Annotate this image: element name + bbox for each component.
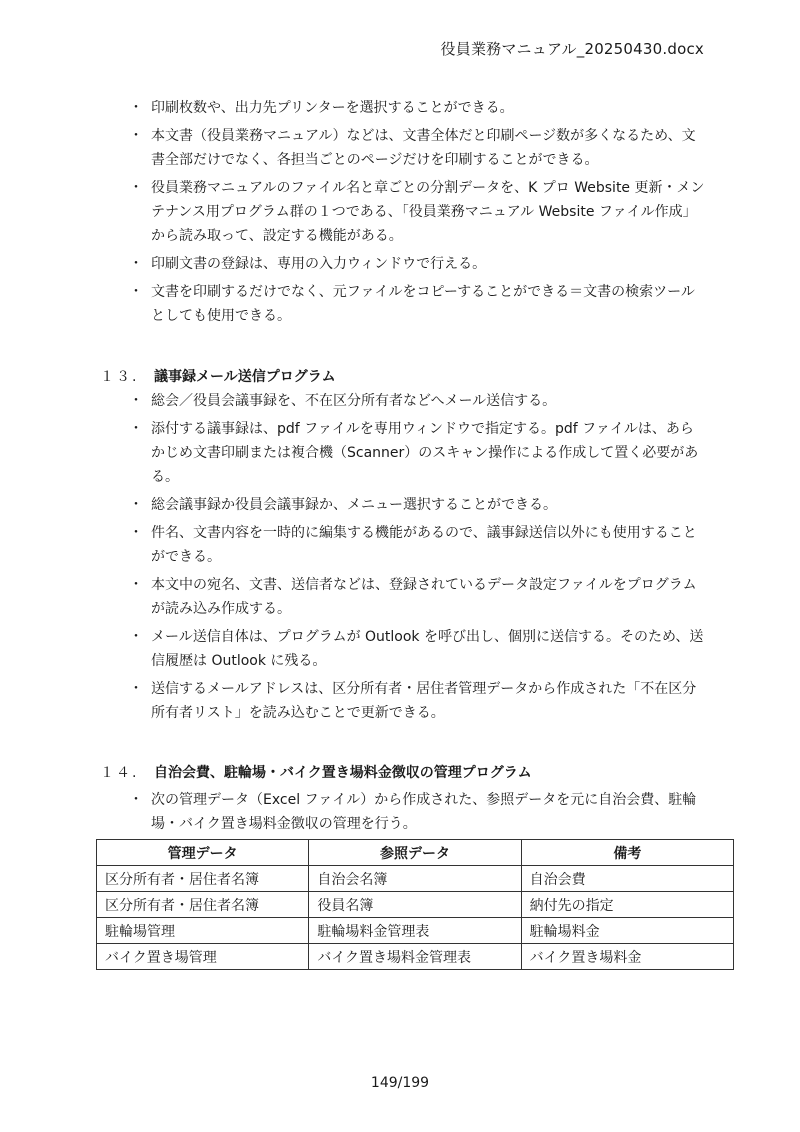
list-item [129, 625, 707, 673]
table-cell: 駐輪場料金管理表 [309, 918, 521, 944]
list-item [129, 124, 707, 172]
bullet-marker: ・ [129, 525, 143, 541]
bullet-text: 総会議事録か役員会議事録か、メニュー選択することができる。 [151, 497, 557, 513]
column-header: 管理データ [97, 840, 309, 866]
bullet-text: 次の管理データ（Excel ファイル）から作成された、参照データを元に自治会費、駐輪場・バイク置き場料金徴収の管理を行う。 [151, 792, 697, 832]
list-item [129, 389, 707, 413]
bullet-text: 印刷枚数や、出力先プリンターを選択することができる。 [151, 100, 514, 116]
column-header: 参照データ [309, 840, 521, 866]
bullet-text: 印刷文書の登録は、専用の入力ウィンドウで行える。 [151, 256, 487, 272]
table-cell: バイク置き場管理 [97, 944, 309, 970]
list-item [129, 788, 707, 836]
bullet-marker: ・ [129, 128, 143, 144]
section-14-bullet-list [129, 788, 707, 840]
table-row [97, 918, 734, 944]
bullet-text: メール送信自体は、プログラムが Outlook を呼び出し、個別に送信する。そのため、送信履歴は Outlook に残る。 [151, 629, 704, 669]
bullet-marker: ・ [129, 100, 143, 116]
list-item [129, 176, 707, 248]
table-row [97, 944, 734, 970]
bullet-text: 送信するメールアドレスは、区分所有者・居住者管理データから作成された「不在区分所有者リスト」を読み込むことで更新できる。 [151, 681, 697, 721]
management-data-table [96, 839, 734, 970]
table-row [97, 866, 734, 892]
bullet-marker: ・ [129, 629, 143, 645]
bullet-marker: ・ [129, 393, 143, 409]
list-item [129, 493, 707, 517]
section-13-bullet-list [129, 389, 707, 729]
intro-bullet-list [129, 96, 707, 332]
bullet-text: 添付する議事録は、pdf ファイルを専用ウィンドウで指定する。pdf ファイルは、あらかじめ文書印刷または複合機（Scanner）のスキャン操作による作成して置く必要がある。 [151, 421, 699, 485]
list-item [129, 252, 707, 276]
list-item [129, 280, 707, 328]
table-cell: 駐輪場管理 [97, 918, 309, 944]
column-header: 備考 [521, 840, 733, 866]
list-item [129, 417, 707, 489]
table-cell: 自治会費 [521, 866, 733, 892]
table-cell: 自治会名簿 [309, 866, 521, 892]
table-cell: 区分所有者・居住者名簿 [97, 866, 309, 892]
bullet-text: 件名、文書内容を一時的に編集する機能があるので、議事録送信以外にも使用することができる。 [151, 525, 697, 565]
list-item [129, 573, 707, 621]
bullet-marker: ・ [129, 681, 143, 697]
section-title: 自治会費、駐輪場・バイク置き場料金徴収の管理プログラム [154, 765, 532, 781]
table-cell: 役員名簿 [309, 892, 521, 918]
bullet-marker: ・ [129, 497, 143, 513]
bullet-marker: ・ [129, 792, 143, 808]
section-13-heading [100, 366, 336, 386]
section-number: １４. [100, 765, 139, 781]
list-item [129, 677, 707, 725]
table-cell: 区分所有者・居住者名簿 [97, 892, 309, 918]
bullet-text: 本文中の宛名、文書、送信者などは、登録されているデータ設定ファイルをプログラムが読み込み作成する。 [151, 577, 697, 617]
bullet-marker: ・ [129, 284, 143, 300]
bullet-marker: ・ [129, 256, 143, 272]
table-cell: バイク置き場料金管理表 [309, 944, 521, 970]
bullet-text: 文書を印刷するだけでなく、元ファイルをコピーすることができる＝文書の検索ツールとしても使用できる。 [151, 284, 695, 324]
bullet-marker: ・ [129, 421, 143, 437]
table-header-row [97, 840, 734, 866]
section-number: １３. [100, 369, 139, 385]
document-filename: 役員業務マニュアル_20250430.docx [440, 40, 704, 58]
table-cell: 駐輪場料金 [521, 918, 733, 944]
bullet-text: 本文書（役員業務マニュアル）などは、文書全体だと印刷ページ数が多くなるため、文書全部だけでなく、各担当ごとのページだけを印刷することができる。 [151, 128, 696, 168]
section-title: 議事録メール送信プログラム [154, 369, 336, 385]
list-item [129, 96, 707, 120]
list-item [129, 521, 707, 569]
table-cell: 納付先の指定 [521, 892, 733, 918]
section-14-heading [100, 762, 532, 782]
table-cell: バイク置き場料金 [521, 944, 733, 970]
page-number: 149/199 [370, 1075, 430, 1091]
bullet-marker: ・ [129, 180, 143, 196]
bullet-text: 役員業務マニュアルのファイル名と章ごとの分割データを、K プロ Website 更新・メンテナンス用プログラム群の１つである、「役員業務マニュアル Website ファイル作成」から読み取って、設定する機能がある。 [151, 180, 705, 244]
bullet-text: 総会／役員会議事録を、不在区分所有者などへメール送信する。 [151, 393, 557, 409]
bullet-marker: ・ [129, 577, 143, 593]
table-row [97, 892, 734, 918]
